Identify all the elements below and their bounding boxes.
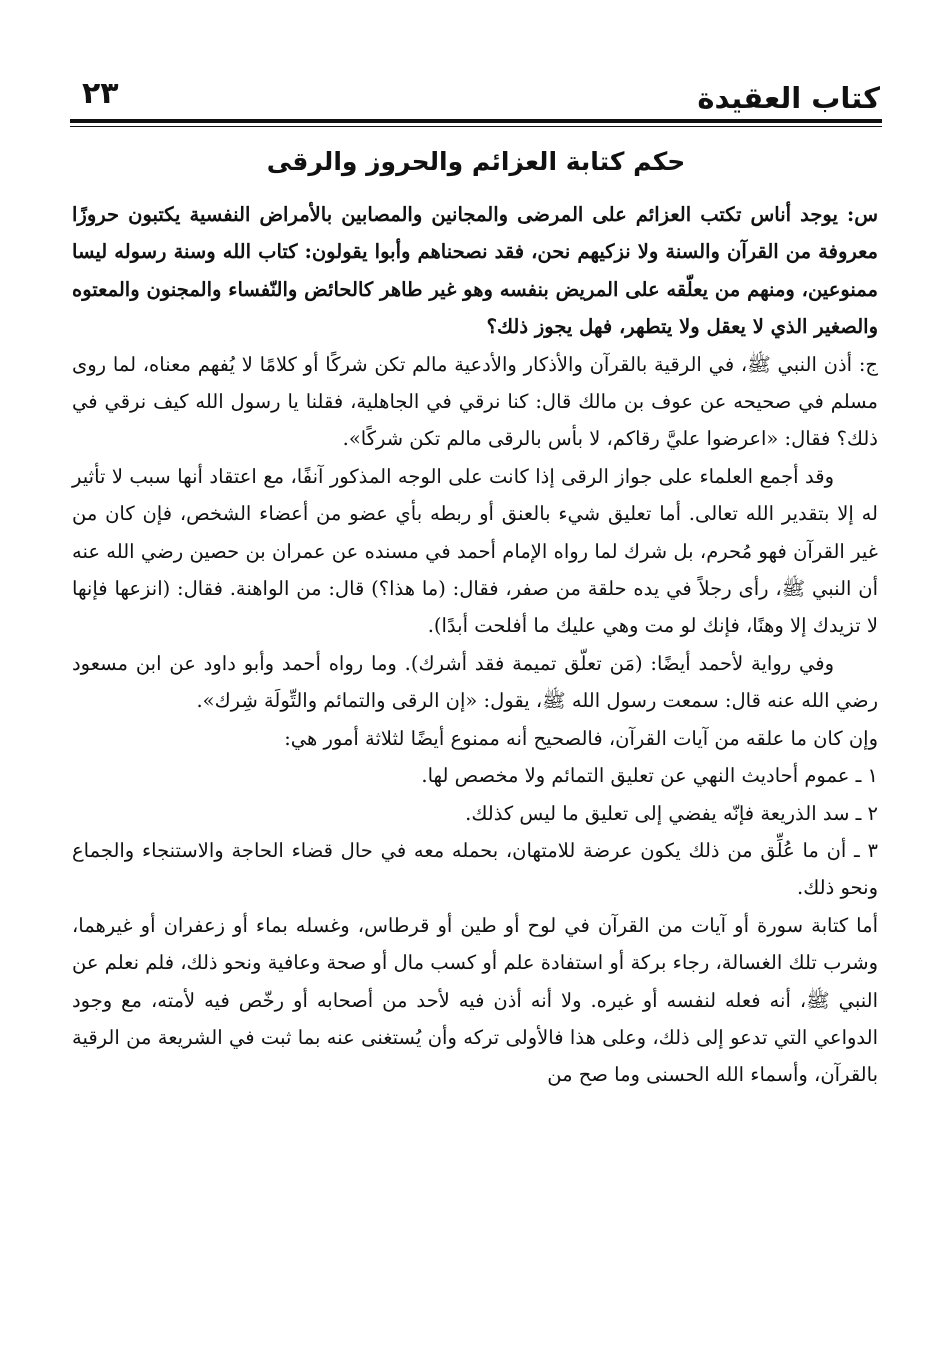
- list-item: ٢ ـ سد الذريعة فإنّه يفضي إلى تعليق ما ليس كذلك.: [465, 801, 878, 825]
- header-rule-thin: [70, 126, 882, 127]
- answer-paragraph: ج: أذن النبي ﷺ، في الرقية بالقرآن والأذكار والأدعية مالم تكن شركًا أو كلامًا لا يُفهم معناه، لما روى مسلم في صحيحه عن عوف بن مالك قال: كنا نرقي في الجاهلية، فقلنا يا رسول الله كيف نرقي في ذلك؟ فقال: «اعرضوا عليَّ رقاكم، لا بأس بالرقى مالم تكن شركًا».: [72, 352, 878, 451]
- header-rule-thick: [70, 119, 882, 123]
- list-item: ٣ ـ أن ما عُلِّق من ذلك يكون عرضة للامتهان، بحمله معه في حال قضاء الحاجة والاستنجاء والجماع ونحو ذلك.: [72, 838, 878, 900]
- consensus-paragraph: وقد أجمع العلماء على جواز الرقى إذا كانت على الوجه المذكور آنفًا، مع اعتقاد أنها سبب لا تأثير له إلا بتقدير الله تعالى. أما تعليق شيء بالعنق أو ربطه بأي عضو من أعضاء الشخص، فإن كان من غير القرآن فهو مُحرم، بل شرك لما رواه الإمام أحمد في مسنده عن عمران بن حصين رضي الله عنه أن النبي ﷺ، رأى رجلاً في يده حلقة من صفر، فقال: (ما هذا؟) قال: من الواهنة. فقال: (انزعها فإنها لا تزيدك إلا وهنًا، فإنك لو مت وهي عليك ما أفلحت أبدًا).: [72, 464, 878, 638]
- section-heading: حكم كتابة العزائم والحروز والرقى: [266, 147, 686, 176]
- page-number: ٢٣: [82, 76, 119, 111]
- body-text: [72, 196, 878, 1094]
- book-title: كتاب العقيدة: [697, 81, 880, 115]
- question-paragraph: س: يوجد أناس تكتب العزائم على المرضى والمجانين والمصابين بالأمراض النفسية يكتبون حروزًا معروفة من القرآن والسنة ولا نزكيهم نحن، فقد نصحناهم وأبوا يقولون: كتاب الله وسنة رسوله ليسا ممنوعين، ومنهم من يعلّقه على المريض بنفسه وهو غير طاهر كالحائض والنّفساء والمجنون والمعتوه والصغير الذي لا يعقل ولا يتطهر، فهل يجوز ذلك؟: [72, 203, 878, 339]
- quran-amulet-paragraph: وإن كان ما علقه من آيات القرآن، فالصحيح أنه ممنوع أيضًا لثلاثة أمور هي:: [284, 726, 878, 750]
- page-header: [70, 72, 880, 122]
- writing-paragraph: أما كتابة سورة أو آيات من القرآن في لوح أو طين أو قرطاس، وغسله بماء أو زعفران أو غيرهما، وشرب تلك الغسالة، رجاء بركة أو استفادة علم أو كسب مال أو صحة وعافية ونحو ذلك، فلم نعلم عن النبي ﷺ، أنه فعله لنفسه أو غيره. ولا أنه أذن فيه لأحد من أصحابه أو رخّص فيه لأمته، مع وجود الدواعي التي تدعو إلى ذلك، وعلى هذا فالأولى تركه وأن يُستغنى عنه بما ثبت في الشريعة من الرقية بالقرآن، وأسماء الله الحسنى وما صح من: [72, 913, 878, 1087]
- ahmad-narration-paragraph: وفي رواية لأحمد أيضًا: (مَن تعلّق تميمة فقد أشرك). وما رواه أحمد وأبو داود عن ابن مسعود رضي الله عنه قال: سمعت رسول الله ﷺ، يقول: «إن الرقى والتمائم والتِّولَة شِرك».: [72, 651, 878, 713]
- list-item: ١ ـ عموم أحاديث النهي عن تعليق التمائم ولا مخصص لها.: [421, 764, 878, 788]
